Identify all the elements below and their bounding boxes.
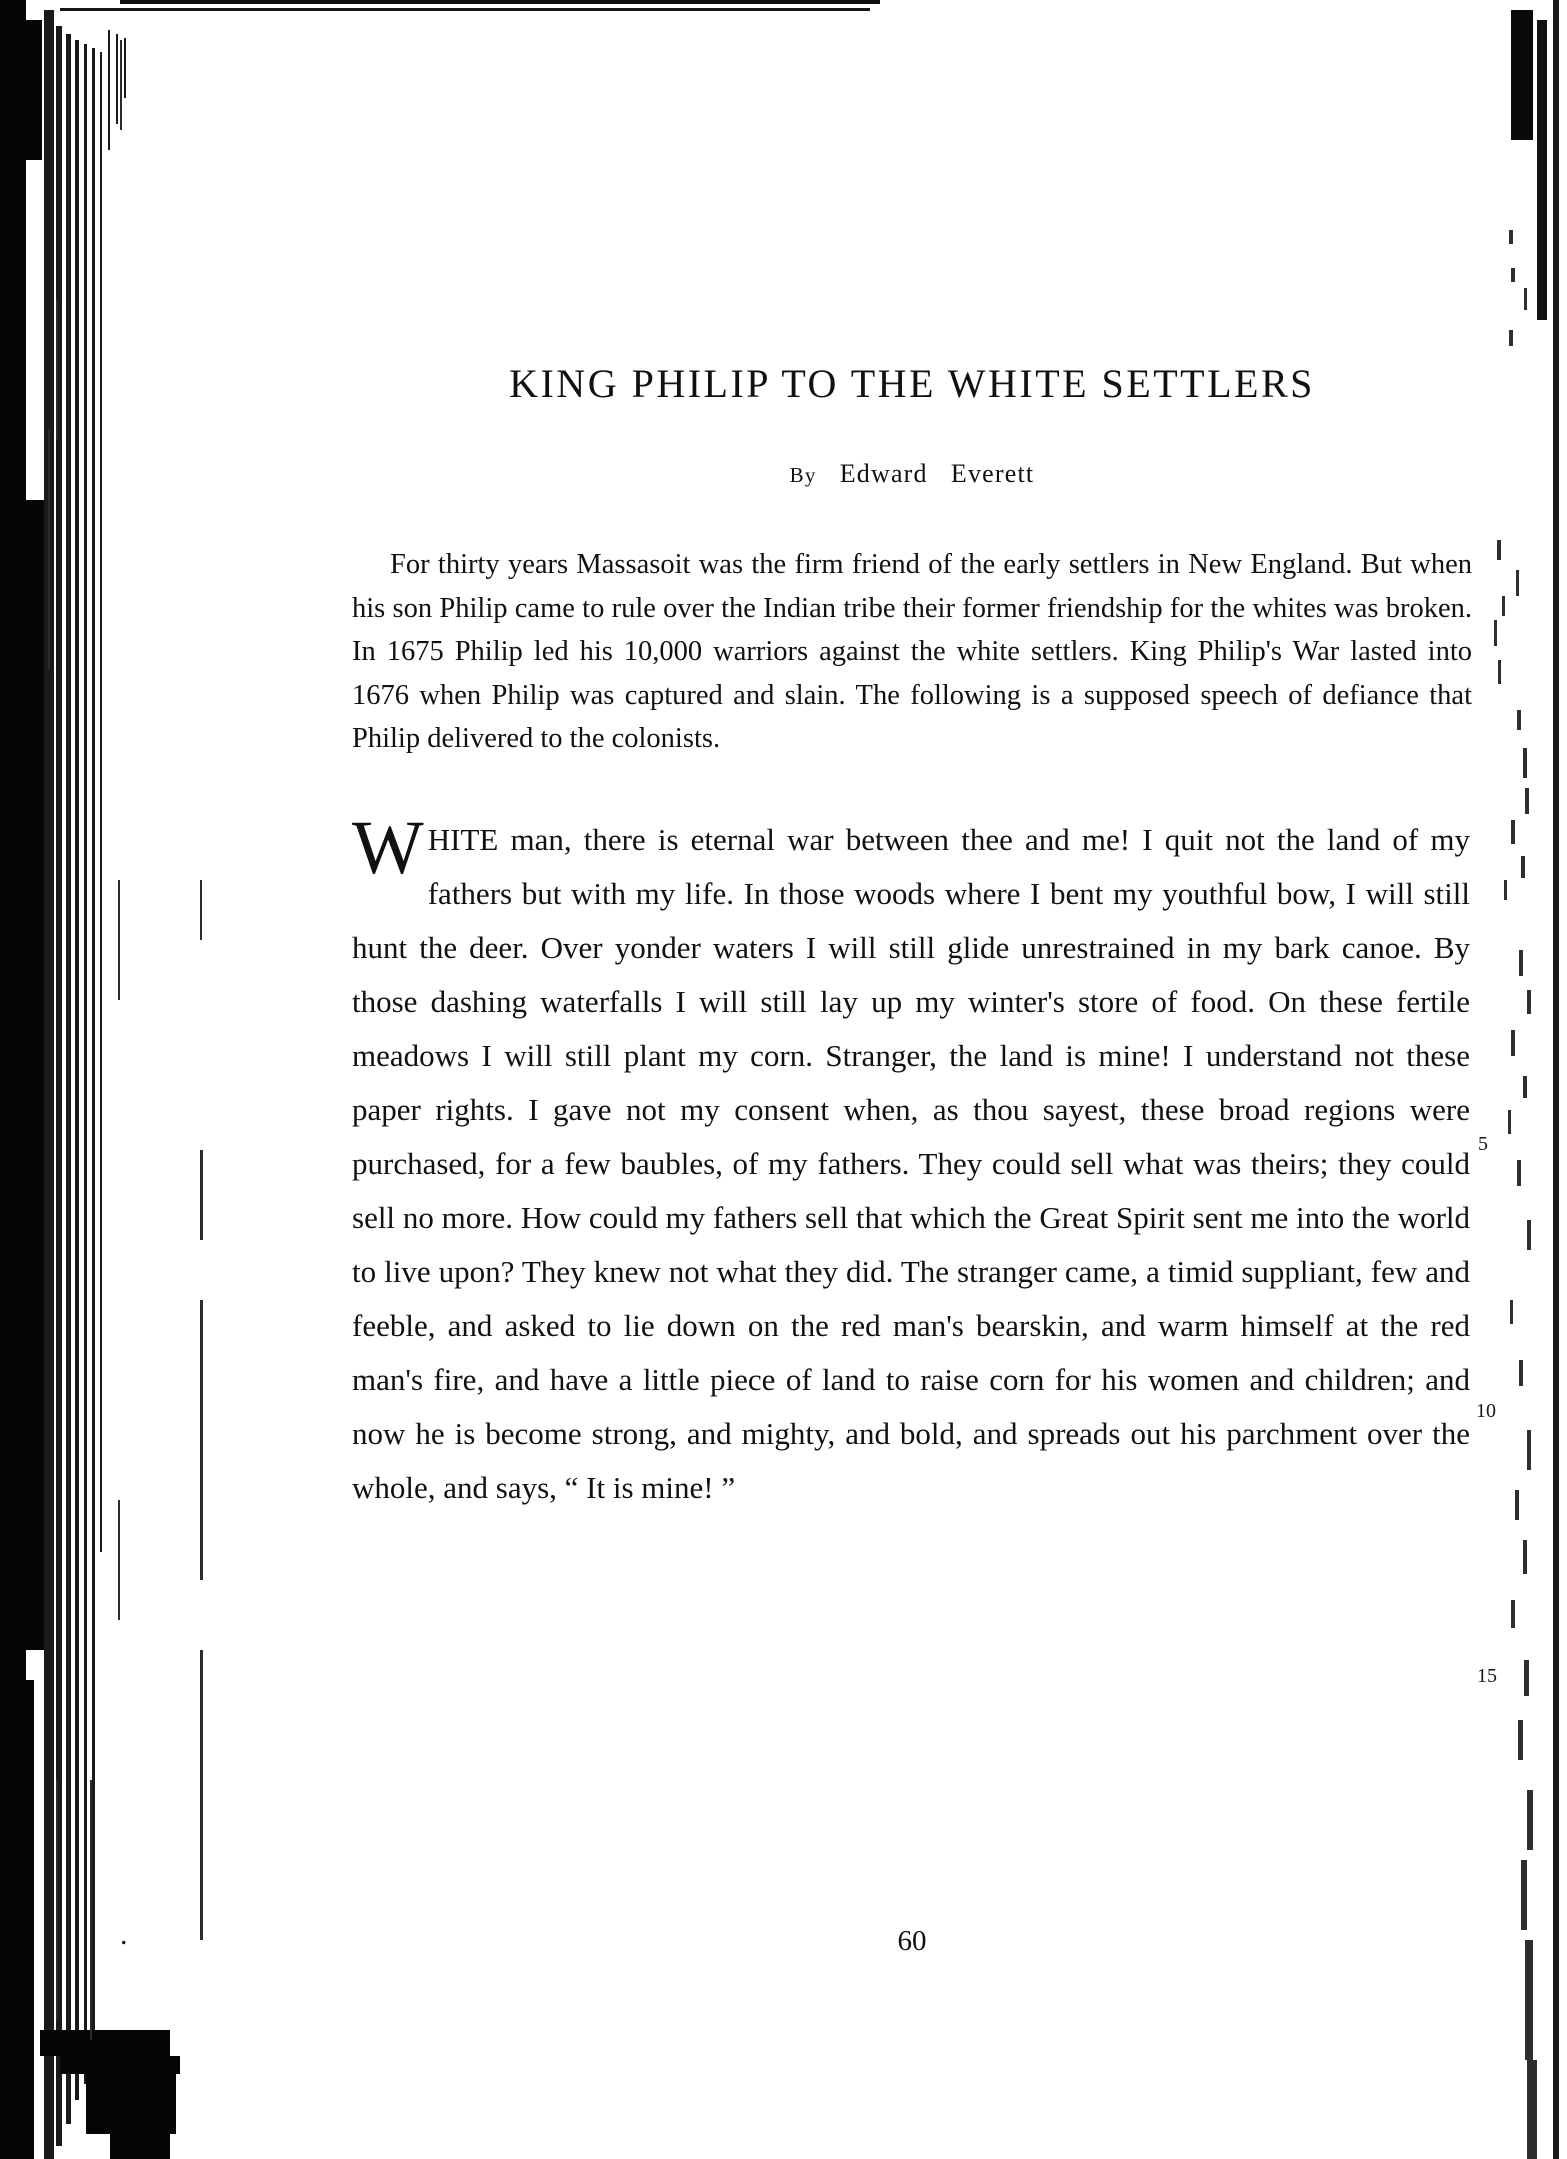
byline-author-last: Everett — [950, 459, 1035, 488]
drop-cap: W — [352, 805, 424, 890]
page-title: KING PHILIP TO THE WHITE SETTLERS — [509, 361, 1315, 406]
byline-prefix: By — [789, 463, 817, 487]
margin-dot: . — [120, 1918, 128, 1951]
page-content — [352, 360, 1472, 1515]
line-number-5: 5 — [1478, 1133, 1488, 1155]
line-number-15: 15 — [1477, 1665, 1497, 1687]
byline-author-first: Edward — [839, 459, 928, 488]
line-number-10: 10 — [1476, 1400, 1496, 1422]
speech-paragraph — [352, 805, 1470, 1515]
scan-top-rule-secondary — [120, 0, 880, 4]
byline — [352, 459, 1472, 489]
headnote-paragraph: For thirty years Massasoit was the firm friend of the early settlers in New England. But when his son Philip came to rule over the Indian tribe their former friendship for the whites was broken. In 1675 Philip led his 10,000 warriors against the white settlers. King Philip's War lasted into 1676 when Philip was captured and slain. The following is a supposed speech of defiance that Philip delivered to the colonists. — [352, 549, 1472, 754]
speech-body-text: HITE man, there is eternal war between thee and me! I quit not the land of my fathers but with my life. In those woods where I bent my youthful bow, I will still hunt the deer. Over yonder waters I will still glide unrestrained in my bark canoe. By those dashing waterfalls I will still lay up my winter's store of food. On these fertile meadows I will still plant my corn. Stranger, the land is mine! I understand not these paper rights. I gave not my consent when, as thou sayest, these broad regions were purchased, for a few baubles, of my fathers. They could sell what was theirs; they could sell no more. How could my fathers sell that which the Great Spirit sent me into the world to live upon? They knew not what they did. The stranger came, a timid suppliant, few and feeble, and asked to lie down on the red man's bearskin, and warm himself at the red man's fire, and have a little piece of land to raise corn for his women and children; and now he is become strong, and mighty, and bold, and spreads out his parchment over the whole, and says, “ It is mine! ” — [352, 821, 1470, 1505]
page-number: 60 — [897, 1925, 927, 1957]
scan-spine-artifact — [0, 0, 250, 2159]
scan-top-rule — [60, 8, 870, 11]
